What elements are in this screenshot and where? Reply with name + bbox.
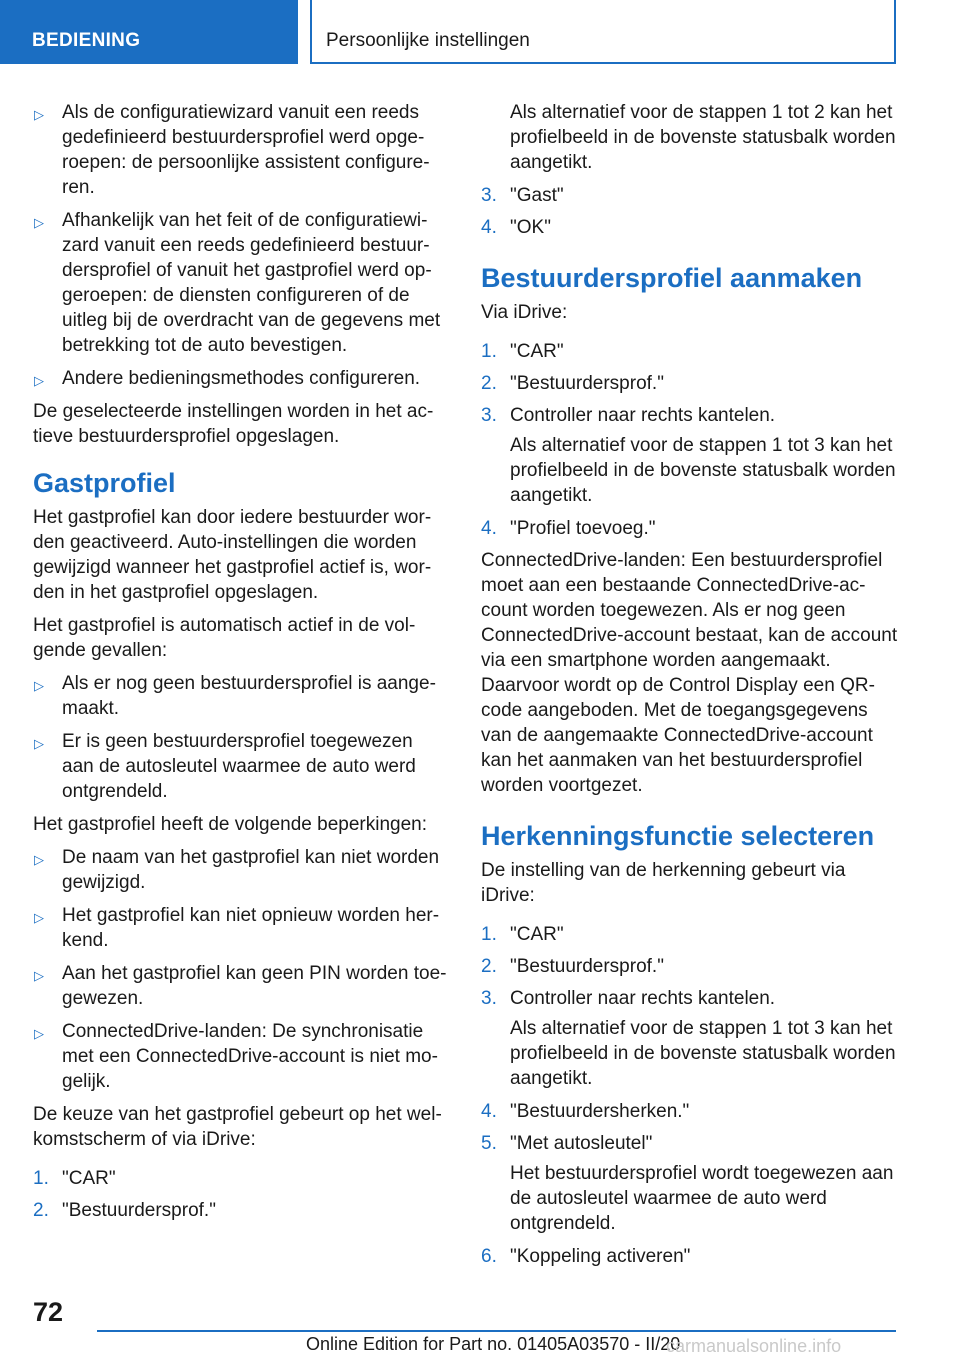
bullet-item: ▷ Als de configuratiewizard vanuit een reeds gedefinieerd bestuurdersprofiel werd opgeroepen: de persoonlijke assistent configureren. <box>34 102 430 198</box>
chapter-title: Persoonlijke instellingen <box>326 30 530 51</box>
paragraph: ConnectedDrive-landen: Een bestuurdersprofiel moet aan een bestaande ConnectedDrive-account worden toegewezen. Als er nog geen ConnectedDrive-account bestaat, kan de account via een smartphone worden aangemaakt. Daarvoor wordt op de Control Display een QR-code aangeboden. Met de toegangsgegevens van de aangemaakte ConnectedDrive-account kan het aanmaken van het bestuurdersprofiel worden voortgezet. <box>481 550 898 796</box>
paragraph: De geselecteerde instellingen worden in het actieve bestuurdersprofiel opgeslagen. <box>33 401 434 447</box>
watermark-logo: carmanualsonline.info <box>666 1336 842 1356</box>
triangle-bullet-icon: ▷ <box>34 1026 44 1041</box>
page-number: 72 <box>33 1297 64 1327</box>
paragraph: Het gastprofiel heeft de volgende beperkingen: <box>33 814 427 835</box>
bullet-item: ▷ Aan het gastprofiel kan geen PIN worden toegewezen. <box>34 963 447 1009</box>
bullet-item: ▷ Andere bedieningsmethodes configureren. <box>33 366 447 391</box>
bullet-item: ▷ Afhankelijk van het feit of de configuratiewizard vanuit een reeds gedefinieerd bestuurdersprofiel of vanuit het gastprofiel werd opgeroepen: de diensten configureren of de uitleg bij de overdracht van de gegevens met betrekking tot de auto bevestigen. <box>34 210 441 356</box>
paragraph: De instelling van de herkenning gebeurt via iDrive: <box>481 860 846 906</box>
triangle-bullet-icon: ▷ <box>34 968 44 983</box>
step-item: 4. "OK" <box>481 217 551 238</box>
left-column <box>33 100 447 1230</box>
bullet-item: ▷ Als er nog geen bestuurdersprofiel is aangemaakt. <box>34 673 436 719</box>
step-item: 4. "Profiel toevoeg." <box>481 518 656 539</box>
triangle-bullet-icon: ▷ <box>34 852 44 867</box>
step-item: 1. "CAR" <box>481 924 564 945</box>
step-item: 1. "CAR" <box>33 1168 116 1189</box>
step-note: Als alternatief voor de stappen 1 tot 3 kan het profielbeeld in de bovenste statusbalk worden aangetikt. <box>510 435 896 506</box>
step-item: 4. "Bestuurdersherken." <box>481 1101 690 1122</box>
paragraph: Het gastprofiel is automatisch actief in de volgende gevallen: <box>33 615 416 661</box>
bullet-item: ▷ Er is geen bestuurdersprofiel toegewezen aan de autosleutel waarmee de auto werd ontgrendeld. <box>34 731 416 802</box>
step-item: 3. Controller naar rechts kantelen. <box>481 988 776 1009</box>
bullet-item: ▷ De naam van het gastprofiel kan niet worden gewijzigd. <box>34 847 440 893</box>
triangle-bullet-icon: ▷ <box>34 215 44 230</box>
step-item: 3. Controller naar rechts kantelen. <box>481 405 776 426</box>
step-item: 5. "Met autosleutel" <box>481 1133 653 1154</box>
heading-profiel-aanmaken: Bestuurdersprofiel aanmaken <box>481 263 863 293</box>
heading-herkenningsfunctie: Herkenningsfunctie selecteren <box>481 821 875 851</box>
paragraph: Het gastprofiel kan door iedere bestuurder worden geactiveerd. Auto-instellingen die worden gewijzigd wanneer het gastprofiel actief is, worden in het gastprofiel opgeslagen. <box>33 507 432 603</box>
right-column <box>481 100 901 1276</box>
section-label: BEDIENING <box>32 30 141 51</box>
edition-note: Online Edition for Part no. 01405A03570 - II/20 <box>306 1334 681 1354</box>
step-item: 3. "Gast" <box>481 185 564 206</box>
section-tab <box>0 0 298 64</box>
triangle-bullet-icon: ▷ <box>34 373 44 388</box>
chapter-header <box>310 0 896 64</box>
triangle-bullet-icon: ▷ <box>34 736 44 751</box>
triangle-bullet-icon: ▷ <box>34 678 44 693</box>
footer-divider <box>97 1330 896 1332</box>
bullet-item: ▷ ConnectedDrive-landen: De synchronisatie met een ConnectedDrive-account is niet mogelijk. <box>34 1021 438 1092</box>
paragraph: Via iDrive: <box>481 302 568 323</box>
step-note: Als alternatief voor de stappen 1 tot 3 kan het profielbeeld in de bovenste statusbalk worden aangetikt. <box>510 1018 896 1089</box>
triangle-bullet-icon: ▷ <box>34 910 44 925</box>
step-item: 2. "Bestuurdersprof." <box>33 1200 216 1221</box>
step-item: 6. "Koppeling activeren" <box>481 1246 691 1267</box>
step-item: 2. "Bestuurdersprof." <box>481 373 664 394</box>
heading-gastprofiel: Gastprofiel <box>33 468 176 498</box>
step-item: 1. "CAR" <box>481 341 564 362</box>
step-note: Het bestuurdersprofiel wordt toegewezen aan de autosleutel waarmee de auto werd ontgrendeld. <box>510 1163 894 1234</box>
paragraph: De keuze van het gastprofiel gebeurt op het welkomstscherm of via iDrive: <box>33 1104 442 1150</box>
step-note: Als alternatief voor de stappen 1 tot 2 kan het profielbeeld in de bovenste statusbalk worden aangetikt. <box>510 102 896 173</box>
triangle-bullet-icon: ▷ <box>34 107 44 122</box>
step-item: 2. "Bestuurdersprof." <box>481 956 664 977</box>
bullet-item: ▷ Het gastprofiel kan niet opnieuw worden herkend. <box>34 905 440 951</box>
